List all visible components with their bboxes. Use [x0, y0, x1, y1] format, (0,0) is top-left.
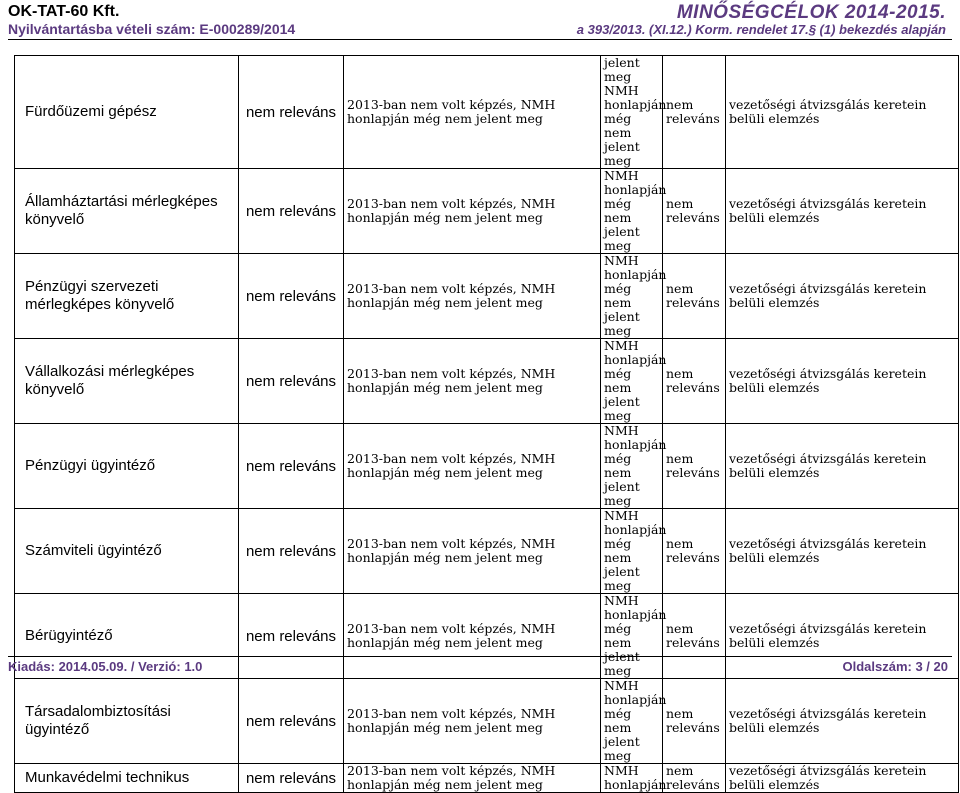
- relevance-cell: nem releváns: [239, 254, 344, 339]
- note-cell: vezetőségi átvizsgálás keretein belüli elemzés: [726, 594, 959, 679]
- training-cell: 2013-ban nem volt képzés, NMH honlapján még nem jelent meg: [344, 56, 601, 169]
- relevance-cell: nem releváns: [239, 424, 344, 509]
- table-row: [15, 679, 959, 764]
- training-cell: 2013-ban nem volt képzés, NMH honlapján még nem jelent meg: [344, 424, 601, 509]
- relevance-cell: nem releváns: [239, 764, 344, 793]
- table-row: [15, 339, 959, 424]
- training-cell: 2013-ban nem volt képzés, NMH honlapján még nem jelent meg: [344, 254, 601, 339]
- profession-cell: Vállalkozási mérlegképes könyvelő: [15, 339, 239, 424]
- registry-number: Nyilvántartásba vételi szám: E-000289/2014: [8, 21, 296, 37]
- relevance2-cell: nem releváns: [663, 169, 726, 254]
- relevance-cell: nem releváns: [239, 339, 344, 424]
- note-cell: vezetőségi átvizsgálás keretein belüli elemzés: [726, 254, 959, 339]
- decree-reference: a 393/2013. (XI.12.) Korm. rendelet 17.§ (1) bekezdés alapján: [576, 22, 946, 37]
- relevance2-cell: nem releváns: [663, 56, 726, 169]
- relevance-cell: nem releváns: [239, 509, 344, 594]
- profession-cell: Bérügyintéző: [15, 594, 239, 679]
- relevance2-cell: nem releváns: [663, 594, 726, 679]
- profession-cell: Államháztartási mérlegképes könyvelő: [15, 169, 239, 254]
- training-cell: 2013-ban nem volt képzés, NMH honlapján még nem jelent meg: [344, 339, 601, 424]
- relevance2-cell: nem releváns: [663, 764, 726, 793]
- training-cell: 2013-ban nem volt képzés, NMH honlapján még nem jelent meg: [344, 594, 601, 679]
- note-cell: vezetőségi átvizsgálás keretein belüli elemzés: [726, 56, 959, 169]
- nmh-cell: NMH honlapján: [601, 764, 663, 793]
- profession-cell: Számviteli ügyintéző: [15, 509, 239, 594]
- note-cell: vezetőségi átvizsgálás keretein belüli elemzés: [726, 339, 959, 424]
- org-name: OK-TAT-60 Kft.: [8, 3, 120, 20]
- nmh-cell: NMH honlapján még nem jelent meg: [601, 424, 663, 509]
- nmh-cell: NMH honlapján még nem jelent meg: [601, 169, 663, 254]
- document-title: MINŐSÉGCÉLOK 2014-2015.: [676, 2, 946, 23]
- relevance-cell: nem releváns: [239, 56, 344, 169]
- nmh-cell: NMH honlapján még nem jelent meg: [601, 339, 663, 424]
- training-cell: 2013-ban nem volt képzés, NMH honlapján még nem jelent meg: [344, 169, 601, 254]
- profession-cell: Pénzügyi szervezeti mérlegképes könyvelő: [15, 254, 239, 339]
- training-cell: 2013-ban nem volt képzés, NMH honlapján még nem jelent meg: [344, 679, 601, 764]
- nmh-cell: NMH honlapján még nem jelent meg: [601, 254, 663, 339]
- footer-divider: [8, 656, 952, 657]
- relevance-cell: nem releváns: [239, 594, 344, 679]
- profession-cell: Fürdőüzemi gépész: [15, 56, 239, 169]
- nmh-cell: NMH honlapján még nem jelent meg: [601, 679, 663, 764]
- nmh-cell: NMH honlapján még nem jelent meg: [601, 594, 663, 679]
- relevance2-cell: nem releváns: [663, 254, 726, 339]
- table-row: [15, 764, 959, 793]
- profession-cell: Társadalombiztosítási ügyintéző: [15, 679, 239, 764]
- training-cell: 2013-ban nem volt képzés, NMH honlapján még nem jelent meg: [344, 509, 601, 594]
- note-cell: vezetőségi átvizsgálás keretein belüli elemzés: [726, 679, 959, 764]
- header-divider: [8, 39, 952, 40]
- page-number: Oldalszám: 3 / 20: [842, 659, 948, 674]
- note-cell: vezetőségi átvizsgálás keretein belüli elemzés: [726, 509, 959, 594]
- profession-cell: Munkavédelmi technikus: [15, 764, 239, 793]
- table-row: [15, 509, 959, 594]
- note-cell: vezetőségi átvizsgálás keretein belüli elemzés: [726, 169, 959, 254]
- table-row: [15, 169, 959, 254]
- table-row: [15, 424, 959, 509]
- note-cell: vezetőségi átvizsgálás keretein belüli elemzés: [726, 424, 959, 509]
- nmh-cell: NMH honlapján még nem jelent meg: [601, 509, 663, 594]
- training-cell: 2013-ban nem volt képzés, NMH honlapján még nem jelent meg: [344, 764, 601, 793]
- table-row: [15, 254, 959, 339]
- page-header: [0, 0, 960, 40]
- relevance2-cell: nem releváns: [663, 424, 726, 509]
- issue-info: Kiadás: 2014.05.09. / Verzió: 1.0: [8, 659, 203, 674]
- relevance2-cell: nem releváns: [663, 679, 726, 764]
- nmh-cell: jelent meg NMH honlapján még nem jelent meg: [601, 56, 663, 169]
- qualification-table: [14, 55, 959, 793]
- note-cell: vezetőségi átvizsgálás keretein belüli elemzés: [726, 764, 959, 793]
- relevance-cell: nem releváns: [239, 679, 344, 764]
- table-row: [15, 56, 959, 169]
- relevance2-cell: nem releváns: [663, 339, 726, 424]
- relevance2-cell: nem releváns: [663, 509, 726, 594]
- profession-cell: Pénzügyi ügyintéző: [15, 424, 239, 509]
- relevance-cell: nem releváns: [239, 169, 344, 254]
